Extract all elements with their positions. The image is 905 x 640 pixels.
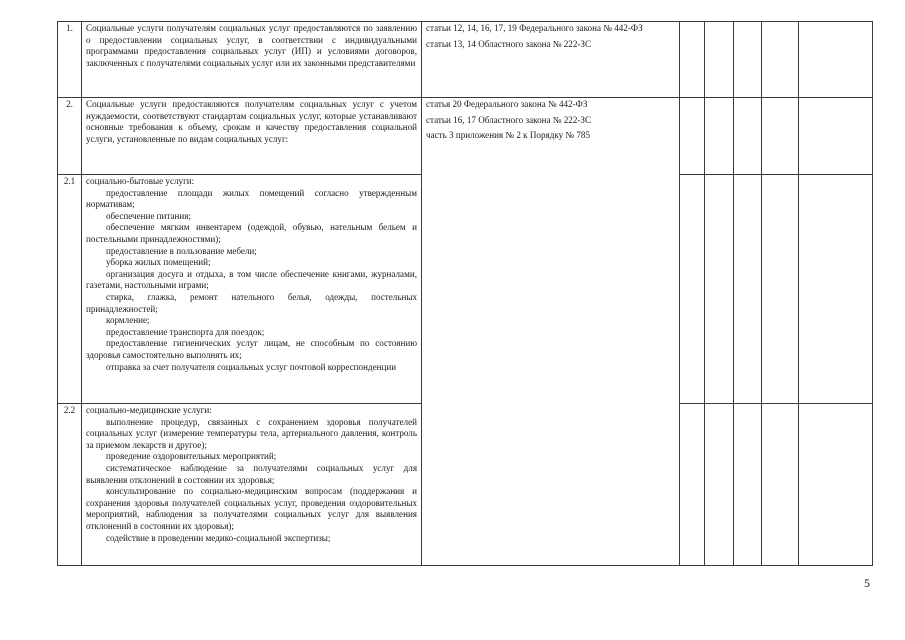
- list-item: кормление;: [106, 315, 150, 326]
- row-number: 2.1: [58, 175, 82, 404]
- check-cell: [734, 98, 762, 175]
- list-item: обеспечение питания;: [106, 210, 191, 221]
- check-cell: [680, 98, 705, 175]
- list-item: проведение оздоровительных мероприятий;: [106, 451, 277, 462]
- legal-basis: [422, 98, 680, 566]
- comment-cell: [799, 175, 873, 404]
- check-cell: [705, 404, 734, 566]
- list-item: предоставление площади жилых помещений согласно утвержденным нормативам;: [86, 187, 417, 210]
- legal-reference: часть 3 приложения № 2 к Порядку № 785: [426, 130, 591, 141]
- table-row: [58, 22, 873, 98]
- check-cell: [734, 404, 762, 566]
- list-item: предоставление гигиенических услуг лицам, не способным по состоянию здоровья самостоятельно выполнять их;: [86, 338, 417, 360]
- requirement-text: [82, 175, 422, 404]
- list-item: отправка за счет получателя социальных услуг почтовой корреспонденции: [106, 361, 397, 372]
- comment-cell: [799, 98, 873, 175]
- requirements-table: [57, 21, 873, 566]
- row-number: 1.: [58, 22, 82, 98]
- legal-reference: статьи 12, 14, 16, 17, 19 Федерального закона № 442-ФЗ: [426, 23, 643, 33]
- list-item: уборка жилых помещений;: [106, 257, 211, 268]
- list-item: предоставление транспорта для поездок;: [106, 326, 265, 337]
- legal-reference: статьи 13, 14 Областного закона № 222-ЗС: [426, 38, 592, 49]
- page-number: 5: [864, 576, 870, 590]
- check-cell: [762, 404, 799, 566]
- comment-cell: [799, 22, 873, 98]
- list-item: содействие в проведении медико-социальной экспертизы;: [106, 532, 331, 543]
- table-row: [58, 98, 873, 175]
- check-cell: [680, 22, 705, 98]
- legal-basis: [422, 22, 680, 98]
- check-cell: [680, 175, 705, 404]
- list-item: выполнение процедур, связанных с сохранением здоровья получателей социальных услуг (измерение температуры тела, артериального давления, контроль за приемом лекарств и другое);: [86, 416, 417, 450]
- list-item: предоставление в пользование мебели;: [106, 245, 257, 256]
- legal-reference: статья 20 Федерального закона № 442-ФЗ: [426, 99, 588, 109]
- check-cell: [762, 175, 799, 404]
- check-cell: [762, 22, 799, 98]
- row-number: 2.2: [58, 404, 82, 566]
- list-heading: социально-медицинские услуги:: [86, 405, 212, 415]
- list-heading: социально-бытовые услуги:: [86, 176, 195, 186]
- check-cell: [705, 22, 734, 98]
- legal-reference: статьи 16, 17 Областного закона № 222-ЗС: [426, 114, 592, 125]
- list-item: систематическое наблюдение за получателями социальных услуг для выявления отклонений в состоянии их здоровья;: [86, 462, 417, 485]
- row-number: 2.: [58, 98, 82, 175]
- check-cell: [762, 98, 799, 175]
- requirement-text: Социальные услуги получателям социальных услуг предоставляются по заявлению о предоставлении социальных услуг, в соответствии с индивидуальными программами предоставления социальных услуг (ИП) и условиями договоров, заключенных с получателями социальных услуг или их законными представителями: [82, 22, 422, 98]
- check-cell: [680, 404, 705, 566]
- check-cell: [705, 175, 734, 404]
- list-item: консультирование по социально-медицинским вопросам (поддержания и сохранения здоровья получателей социальных услуг, проведения оздоровительных мероприятий, наблюдения за получателями социальных услуг для выявления отклонений в состоянии их здоровья);: [86, 486, 417, 531]
- check-cell: [734, 22, 762, 98]
- check-cell: [705, 98, 734, 175]
- list-item: обеспечение мягким инвентарем (одеждой, обувью, нательным бельем и постельными принадлежностями);: [86, 222, 417, 244]
- requirement-text: Социальные услуги предоставляются получателям социальных услуг с учетом нуждаемости, соответствуют стандартам социальных услуг, которые устанавливают основные требования к объему, срокам и качеству предоставления социальной услуги, установленные по видам социальных услуг:: [82, 98, 422, 175]
- comment-cell: [799, 404, 873, 566]
- requirement-text: [82, 404, 422, 566]
- list-item: организация досуга и отдыха, в том числе обеспечение книгами, журналами, газетами, настольными играми;: [86, 268, 417, 291]
- check-cell: [734, 175, 762, 404]
- list-item: стирка, глажка, ремонт нательного белья, одежды, постельных принадлежностей;: [86, 291, 417, 314]
